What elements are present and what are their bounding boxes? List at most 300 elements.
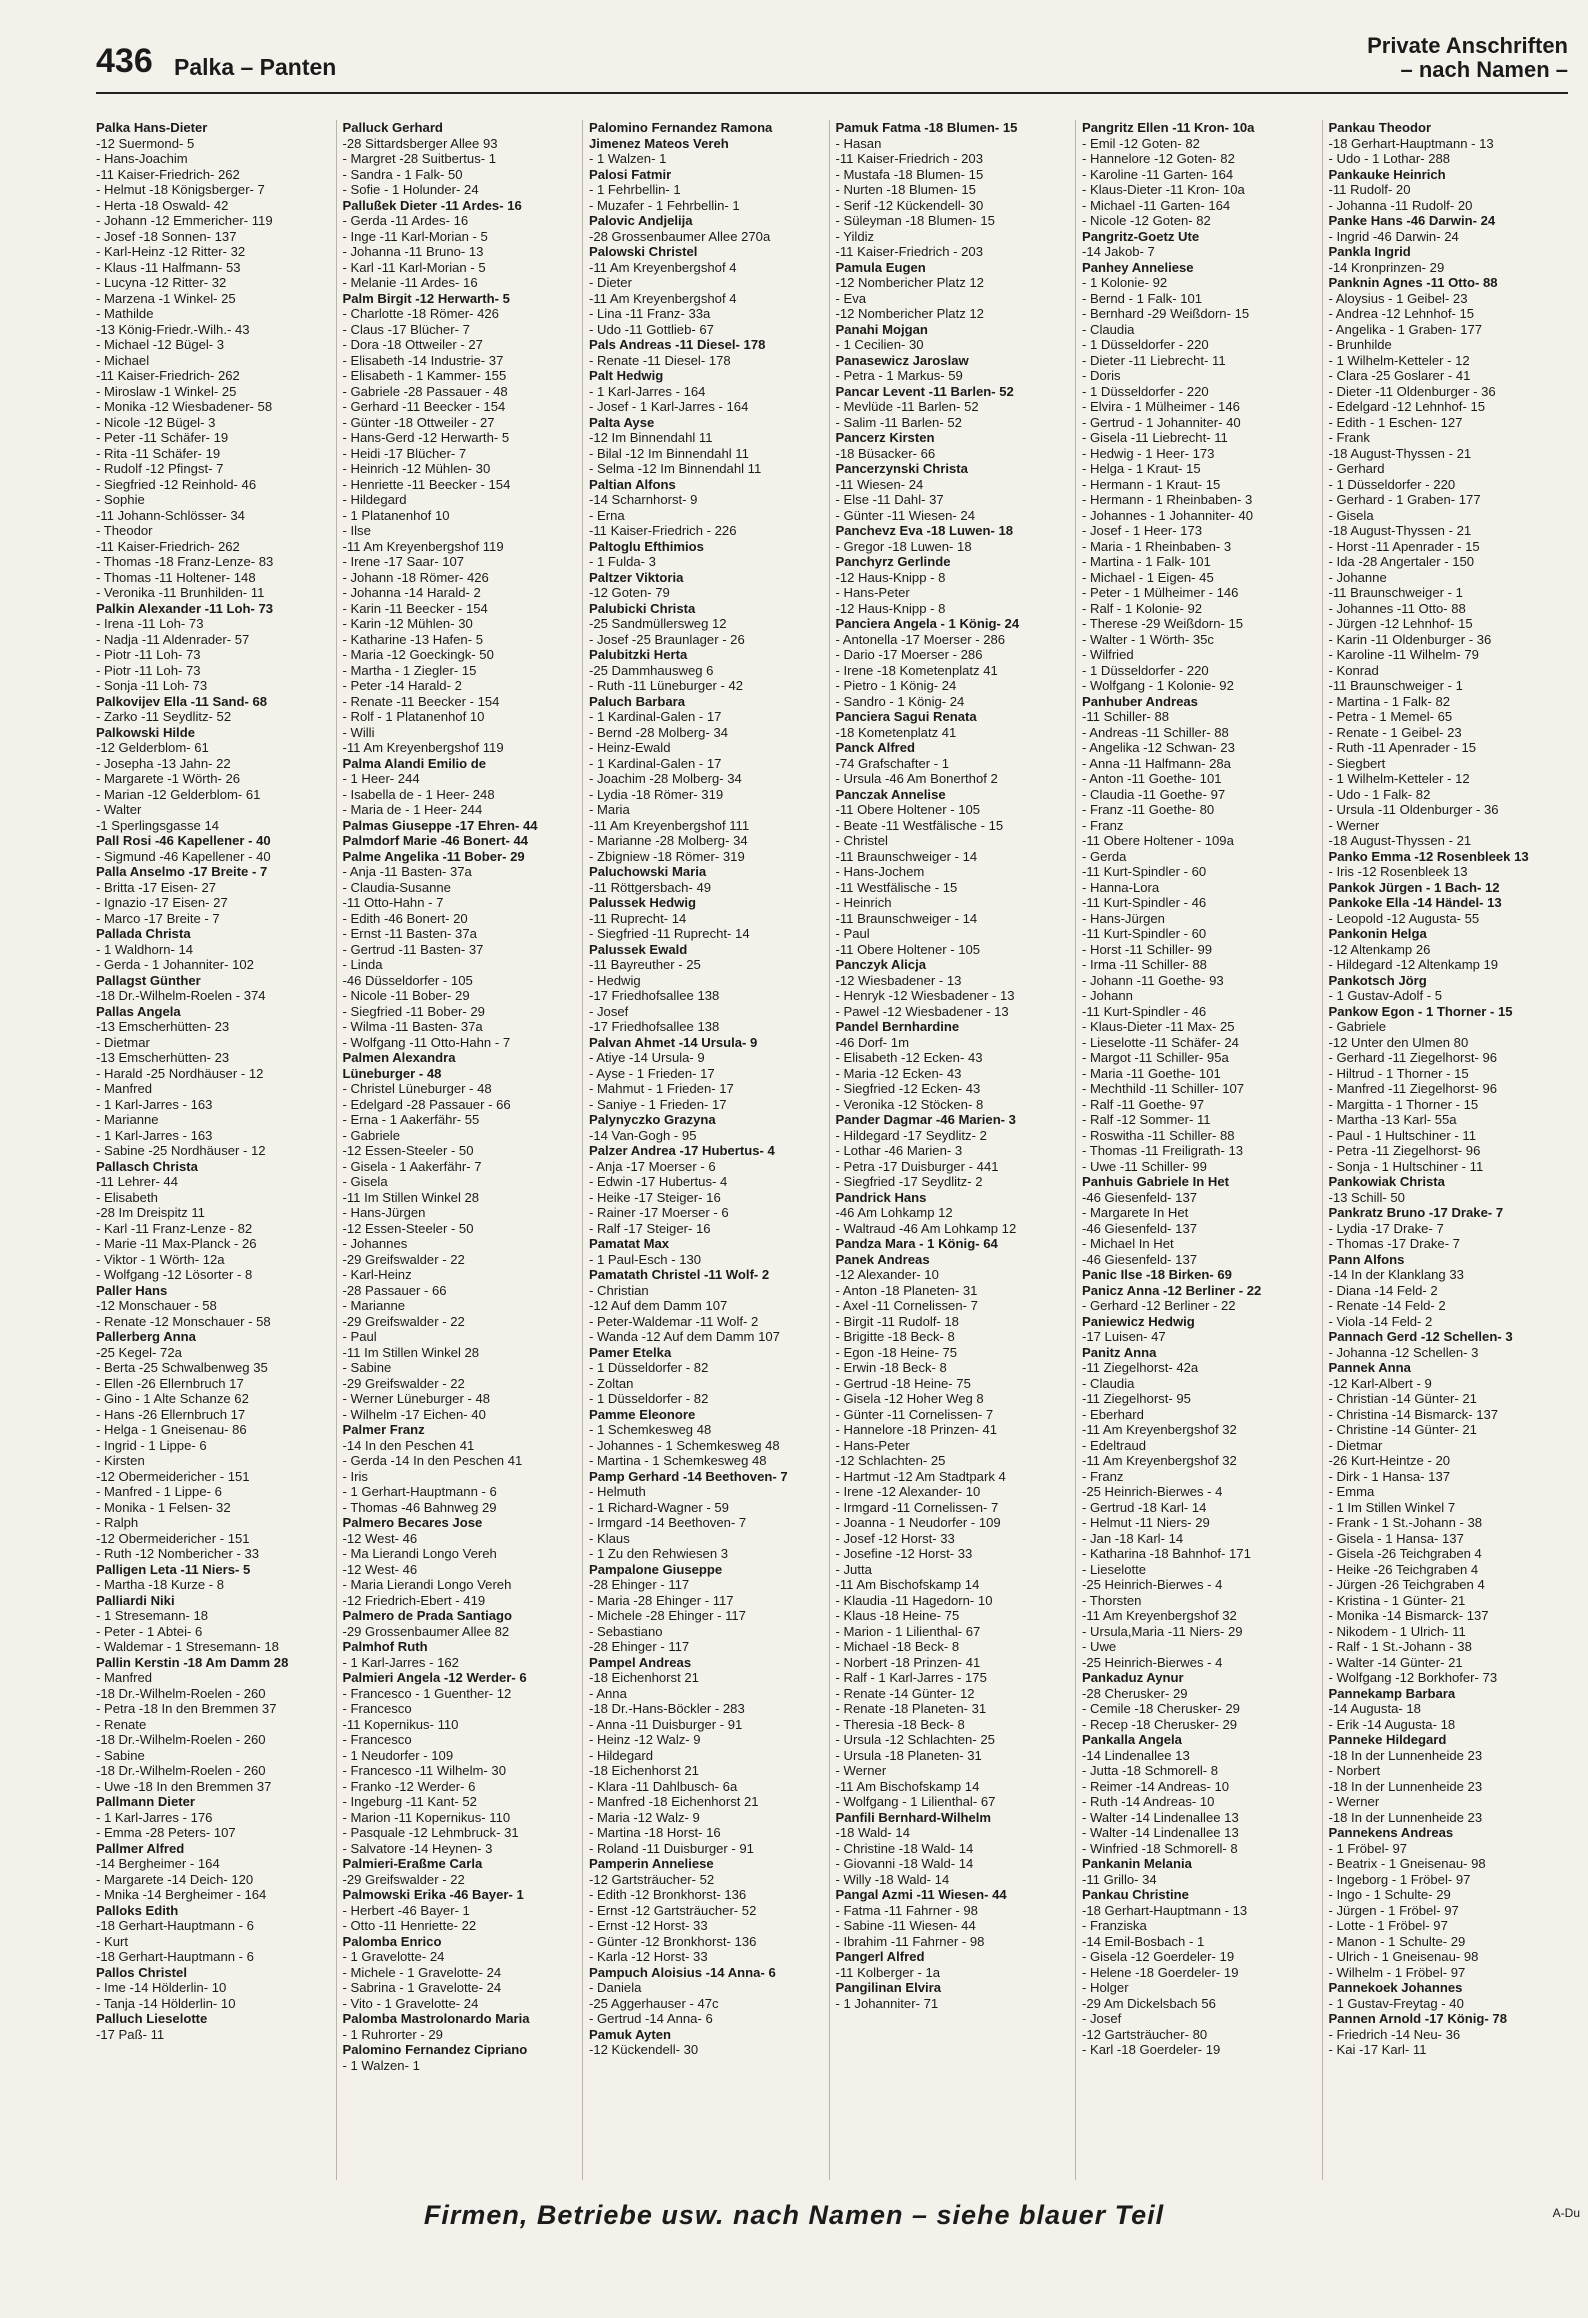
directory-entry: - Ernst -12 Gartsträucher- 52 [589, 1902, 757, 1918]
directory-entry: Palme Angelika -11 Bober- 29 [342, 848, 525, 864]
directory-entry: - Irmgard -14 Beethoven- 7 [589, 1515, 747, 1530]
directory-entry: - Hedwig - 1 Heer- 173 [1082, 445, 1215, 461]
directory-entry: - Josef -12 Horst- 33 [835, 1530, 955, 1546]
directory-entry: - Gerda [1082, 848, 1127, 864]
directory-entry: - Erik -14 Augusta- 18 [1328, 1716, 1456, 1732]
directory-entry: -11 Kaiser-Friedrich- 262 [96, 166, 240, 182]
directory-entry: Pannek Anna [1328, 1360, 1411, 1375]
directory-entry: - Werner [1328, 817, 1380, 833]
directory-entry: - Walter -14 Lindenallee 13 [1082, 1809, 1239, 1825]
directory-entry: - Wolfgang -12 Borkhofer- 73 [1328, 1670, 1498, 1685]
directory-entry: Palussek Hedwig [589, 895, 696, 910]
directory-entry: - Walter -14 Günter- 21 [1328, 1654, 1463, 1670]
directory-entry: - Jutta -18 Schmorell- 8 [1082, 1763, 1219, 1778]
directory-entry: - Zoltan [589, 1375, 634, 1391]
directory-entry: - Klaus-Dieter -11 Max- 25 [1082, 1019, 1235, 1034]
directory-entry: - Uwe [1082, 1639, 1117, 1654]
directory-entry: -14 Augusta- 18 [1328, 1701, 1421, 1716]
directory-entry: - Renate -11 Beecker - 154 [342, 693, 500, 709]
directory-entry: - Sebastiano [589, 1623, 663, 1639]
directory-entry: - Sabrina - 1 Gravelotte- 24 [342, 1980, 502, 1995]
directory-entry: - Hannelore -12 Goten- 82 [1082, 151, 1235, 166]
directory-entry: Panciera Angela - 1 König- 24 [835, 616, 1020, 631]
directory-entry: - Claudia [1082, 321, 1135, 337]
directory-entry: Pankoke Ella -14 Händel- 13 [1328, 895, 1502, 910]
directory-entry: - Maria Lierandi Longo Vereh [342, 1577, 512, 1592]
directory-entry: - Ralf - 1 Karl-Jarres - 175 [835, 1670, 987, 1685]
directory-entry: - Edeltraud [1082, 1437, 1147, 1453]
directory-entry: -18 In der Lunnenheide 23 [1328, 1778, 1483, 1794]
directory-entry: - Udo -11 Gottlieb- 67 [589, 321, 714, 337]
directory-entry: - Otto -11 Henriette- 22 [342, 1918, 477, 1933]
directory-entry: -46 Giesenfeld- 137 [1082, 1189, 1198, 1205]
directory-entry: -17 Friedhofsallee 138 [589, 988, 720, 1003]
directory-entry: - Piotr -11 Loh- 73 [96, 662, 201, 678]
directory-entry: -12 West- 46 [342, 1530, 418, 1546]
directory-entry: - Bernd - 1 Falk- 101 [1082, 290, 1203, 306]
directory-entry: - Ingeburg -11 Kant- 52 [342, 1794, 477, 1809]
directory-entry: - Jürgen - 1 Fröbel- 97 [1328, 1902, 1459, 1918]
directory-entry: - Karl-Heinz -12 Ritter- 32 [96, 244, 246, 259]
directory-entry: Lüneburger - 48 [342, 1065, 442, 1081]
directory-entry: - Pietro - 1 König- 24 [835, 678, 957, 693]
directory-entry: Pamperin Anneliese [589, 1856, 714, 1871]
directory-entry: Pankowiak Christa [1328, 1174, 1445, 1189]
directory-entry: - Veronika -12 Stöcken- 8 [835, 1096, 984, 1112]
directory-entry: - 1 Heer- 244 [342, 771, 420, 786]
directory-entry: - Gisela -26 Teichgraben 4 [1328, 1546, 1482, 1561]
directory-entry: - Emma [1328, 1484, 1375, 1499]
directory-entry: -46 Giesenfeld- 137 [1082, 1220, 1198, 1236]
directory-entry: - Ursula -46 Am Bonerthof 2 [835, 771, 998, 786]
directory-entry: - Dietmar [1328, 1437, 1383, 1453]
directory-entry: -11 Ziegelhorst- 42a [1082, 1360, 1199, 1375]
directory-entry: - Ernst -11 Basten- 37a [342, 926, 477, 941]
directory-entry: - Gerda - 1 Johanniter- 102 [96, 957, 254, 972]
directory-entry: - Thomas -46 Bahnweg 29 [342, 1499, 497, 1515]
directory-entry: Pamme Eleonore [589, 1406, 696, 1422]
directory-entry: - Mevlüde -11 Barlen- 52 [835, 399, 979, 414]
directory-entry: Palkovijev Ella -11 Sand- 68 [96, 693, 268, 709]
directory-entry: - Fatma -11 Fahrner - 98 [835, 1902, 978, 1918]
directory-entry: - Karin -11 Beecker - 154 [342, 600, 488, 616]
directory-entry: -11 Obere Holtener - 109a [1082, 833, 1234, 848]
directory-entry: -11 Obere Holtener - 105 [835, 941, 981, 957]
directory-entry: -11 Am Kreyenbergshof 119 [342, 740, 504, 755]
directory-entry: - Helmuth [589, 1484, 646, 1499]
directory-entry: -11 Obere Holtener - 105 [835, 802, 981, 817]
directory-entry: - Michele -28 Ehinger - 117 [589, 1608, 746, 1623]
directory-entry: -11 Kaiser-Friedrich - 203 [835, 151, 983, 166]
directory-entry: - Willi [342, 724, 375, 740]
directory-entry: - Konrad [1328, 662, 1379, 678]
directory-entry: -12 Kückendell- 30 [589, 2042, 699, 2057]
directory-entry: - Gino - 1 Alte Schanze 62 [96, 1391, 249, 1406]
directory-entry: - Edelgard -12 Lehnhof- 15 [1328, 399, 1486, 414]
directory-entry: - Manfred [96, 1081, 153, 1096]
directory-entry: -13 Emscherhütten- 23 [96, 1050, 230, 1065]
directory-entry: -11 Kopernikus- 110 [342, 1716, 459, 1732]
directory-entry: Paltzer Viktoria [589, 569, 684, 585]
directory-entry: - Günter -12 Bronkhorst- 136 [589, 1933, 757, 1949]
directory-entry: - Wilhelm -17 Eichen- 40 [342, 1406, 486, 1422]
directory-entry: - Johanna -11 Bruno- 13 [342, 244, 484, 259]
directory-entry: - Joanna - 1 Neudorfer - 109 [835, 1515, 1001, 1530]
directory-entry: - Maria -11 Goethe- 101 [1082, 1065, 1221, 1081]
directory-entry: -28 Grossenbaumer Allee 270a [589, 228, 771, 244]
directory-entry: - Helmut -18 Königsberger- 7 [96, 182, 265, 197]
directory-entry: - Ernst -12 Horst- 33 [589, 1918, 708, 1933]
directory-entry: Panke Hans -46 Darwin- 24 [1328, 213, 1496, 228]
directory-entry: - Wolfgang - 1 Kolonie- 92 [1082, 678, 1234, 693]
directory-entry: - Doris [1082, 368, 1121, 383]
directory-entry: Pankla Ingrid [1328, 244, 1411, 259]
directory-entry: - Uwe -11 Schiller- 99 [1082, 1158, 1207, 1174]
directory-entry: - Beatrix - 1 Gneisenau- 98 [1328, 1856, 1486, 1871]
directory-entry: Pankotsch Jörg [1328, 972, 1427, 988]
directory-entry: - Sophie [96, 492, 145, 507]
directory-entry: Palmas Giuseppe -17 Ehren- 44 [342, 817, 538, 833]
directory-entry: - Hans-Jürgen [342, 1205, 426, 1220]
directory-entry: -11 Am Kreyenbergshof 32 [1082, 1453, 1237, 1468]
directory-entry: Pallagst Günther [96, 972, 201, 988]
directory-entry: Pandza Mara - 1 König- 64 [835, 1236, 998, 1251]
directory-entry: - Rolf - 1 Platanenhof 10 [342, 709, 485, 724]
directory-entry: Pancerz Kirsten [835, 430, 935, 445]
directory-entry: Panneke Hildegard [1328, 1732, 1447, 1747]
directory-entry: Pankau Christine [1082, 1887, 1189, 1902]
directory-entry: Panko Emma -12 Rosenbleek 13 [1328, 848, 1529, 864]
directory-entry: - Franziska [1082, 1918, 1147, 1933]
directory-entry: Panczak Annelise [835, 786, 946, 802]
directory-entry: Pannekens Andreas [1328, 1825, 1454, 1840]
directory-entry: - Ralf - 1 Kolonie- 92 [1082, 600, 1203, 616]
directory-entry: - Dieter [589, 275, 632, 290]
directory-entry: - Elisabeth -14 Industrie- 37 [342, 352, 504, 368]
directory-entry: -11 Ruprecht- 14 [589, 910, 687, 926]
directory-entry: -25 Heinrich-Bierwes - 4 [1082, 1484, 1223, 1499]
directory-entry: - Mathilde [96, 306, 154, 321]
directory-entry: -18 Gerhart-Hauptmann - 13 [1082, 1902, 1248, 1918]
directory-entry: - Paul [835, 926, 870, 941]
directory-entry: Pamer Etelka [589, 1344, 672, 1360]
directory-entry: - Hermann - 1 Rheinbaben- 3 [1082, 492, 1253, 507]
directory-entry: - Lucyna -12 Ritter- 32 [96, 275, 227, 290]
directory-entry: - Erna - 1 Aakerfähr- 55 [342, 1112, 480, 1127]
directory-entry: - Claudia [1082, 1375, 1135, 1391]
directory-entry: - 1 Wilhelm-Ketteler - 12 [1328, 771, 1470, 786]
directory-entry: Panicz Anna -12 Berliner - 22 [1082, 1282, 1262, 1298]
directory-entry: - Horst -11 Schiller- 99 [1082, 941, 1213, 957]
directory-entry: -12 Altenkamp 26 [1328, 941, 1431, 957]
directory-entry: - Mustafa -18 Blumen- 15 [835, 166, 984, 182]
directory-entry: - Hildegard -17 Seydlitz- 2 [835, 1127, 987, 1143]
directory-entry: Palluck Gerhard [342, 120, 443, 135]
directory-entry: - Christine -18 Wald- 14 [835, 1840, 974, 1856]
directory-entry: - Michael - 1 Eigen- 45 [1082, 569, 1214, 585]
directory-entry: -11 Im Stillen Winkel 28 [342, 1189, 480, 1205]
directory-entry: - Birgit -11 Rudolf- 18 [835, 1313, 959, 1329]
directory-entry: -11 Schiller- 88 [1082, 709, 1170, 724]
directory-entry: Palla Anselmo -17 Breite - 7 [96, 864, 268, 879]
directory-entry: - Pasquale -12 Lehmbruck- 31 [342, 1825, 519, 1840]
directory-entry: - Manfred -11 Ziegelhorst- 96 [1328, 1081, 1498, 1096]
directory-entry: -11 Kaiser-Friedrich- 262 [96, 368, 240, 383]
directory-entry: - 1 Karl-Jarres - 163 [96, 1127, 213, 1143]
directory-entry: Panfili Bernhard-Wilhelm [835, 1809, 992, 1825]
directory-entry: - Christel [835, 833, 888, 848]
directory-entry: - Klaudia -11 Hagedorn- 10 [835, 1592, 993, 1608]
directory-entry: - Michael In Het [1082, 1236, 1174, 1251]
directory-entry: -29 Greifswalder - 22 [342, 1871, 465, 1887]
directory-entry: - Vito - 1 Gravelotte- 24 [342, 1995, 479, 2011]
directory-entry: -12 Obermeidericher - 151 [96, 1468, 250, 1484]
directory-entry: - Gertrud - 1 Johanniter- 40 [1082, 414, 1241, 430]
directory-entry: - 1 Ruhrorter - 29 [342, 2026, 443, 2042]
directory-entry: Palosi Fatmir [589, 166, 672, 182]
directory-entry: - 1 Stresemann- 18 [96, 1608, 209, 1623]
directory-entry: - Hiltrud - 1 Thorner - 15 [1328, 1065, 1469, 1081]
directory-entry: - Maria -12 Walz- 9 [589, 1809, 700, 1825]
directory-entry: Palmero de Prada Santiago [342, 1608, 513, 1623]
directory-entry: - Hans -26 Ellernbruch 17 [96, 1406, 246, 1422]
directory-entry: - Lothar -46 Marien- 3 [835, 1143, 963, 1158]
directory-entry: - Maria -12 Ecken- 43 [835, 1065, 962, 1081]
directory-entry: - Ilse [342, 523, 371, 538]
directory-entry: - Recep -18 Cherusker- 29 [1082, 1716, 1238, 1732]
directory-entry: - Ignazio -17 Eisen- 27 [96, 895, 228, 910]
directory-entry: - Melanie -11 Ardes- 16 [342, 275, 478, 290]
directory-entry: Paltian Alfons [589, 476, 676, 492]
directory-entry: - Wolfgang - 1 Lilienthal- 67 [835, 1794, 996, 1809]
directory-entry: - Bernd -28 Molberg- 34 [589, 724, 729, 740]
directory-entry: - Aloysius - 1 Geibel- 23 [1328, 290, 1468, 306]
directory-entry: - 1 Fröbel- 97 [1328, 1840, 1408, 1856]
directory-entry: - Hartmut -12 Am Stadtpark 4 [835, 1468, 1006, 1484]
directory-entry: -29 Greifswalder - 22 [342, 1375, 465, 1391]
directory-entry: Palluch Lieselotte [96, 2011, 208, 2026]
directory-entry: - Helmut -11 Niers- 29 [1082, 1515, 1210, 1530]
directory-entry: - Michele - 1 Gravelotte- 24 [342, 1964, 502, 1980]
directory-entry: Palomba Enrico [342, 1933, 442, 1949]
directory-entry: - Karoline -11 Wilhelm- 79 [1328, 647, 1479, 662]
directory-entry: -14 Lindenallee 13 [1082, 1747, 1190, 1763]
directory-entry: - Margarete In Het [1082, 1205, 1189, 1220]
directory-entry: - Jürgen -26 Teichgraben 4 [1328, 1577, 1485, 1592]
directory-entry: - Linda [342, 957, 383, 972]
directory-entry: - Günter -11 Wiesen- 24 [835, 507, 975, 523]
directory-entry: - Josef [589, 1003, 629, 1019]
directory-entry: -29 Grossenbaumer Allee 82 [342, 1623, 510, 1639]
directory-entry: - Johanna -12 Schellen- 3 [1328, 1344, 1479, 1360]
directory-entry: - Hildegard [342, 492, 407, 507]
directory-entry: - Mahmut - 1 Frieden- 17 [589, 1081, 734, 1096]
directory-entry: - Gregor -18 Luwen- 18 [835, 538, 972, 554]
directory-entry: - Margitta - 1 Thorner - 15 [1328, 1096, 1479, 1112]
directory-entry: -18 August-Thyssen - 21 [1328, 523, 1472, 538]
directory-entry: Pankau Theodor [1328, 120, 1432, 135]
directory-entry: -12 Haus-Knipp - 8 [835, 569, 946, 585]
directory-entry: - Iris -12 Rosenbleek 13 [1328, 864, 1468, 879]
directory-entry: - 1 Gustav-Adolf - 5 [1328, 988, 1443, 1003]
directory-entry: - Gabriele -28 Passauer - 48 [342, 383, 508, 399]
directory-entry: -14 In der Klanklang 33 [1328, 1267, 1464, 1282]
directory-entry: -11 Kurt-Spindler - 46 [1082, 895, 1207, 910]
directory-entry: -18 August-Thyssen - 21 [1328, 833, 1472, 848]
directory-entry: - Martha - 1 Ziegler- 15 [342, 662, 477, 678]
directory-entry: - Ursula,Maria -11 Niers- 29 [1082, 1623, 1243, 1639]
directory-entry: -28 Sittardsberger Allee 93 [342, 135, 498, 151]
directory-entry: - Peter-Waldemar -11 Wolf- 2 [589, 1313, 759, 1329]
directory-entry: - Johannes [342, 1236, 408, 1251]
directory-entry: - 1 Im Stillen Winkel 7 [1328, 1499, 1456, 1515]
directory-entry: - Lydia -17 Drake- 7 [1328, 1220, 1444, 1236]
directory-entry: - Johannes - 1 Schemkesweg 48 [589, 1437, 780, 1453]
directory-entry: - Sofie - 1 Holunder- 24 [342, 182, 479, 197]
directory-entry: -17 Luisen- 47 [1082, 1329, 1166, 1344]
directory-entry: - Erwin -18 Beck- 8 [835, 1360, 947, 1375]
directory-entry: - Maria -12 Goeckingk- 50 [342, 647, 494, 662]
directory-entry: - Klara -11 Dahlbusch- 6a [589, 1778, 738, 1794]
directory-entry: - Irmgard -11 Cornelissen- 7 [835, 1499, 999, 1515]
directory-entry: - Nadja -11 Aldenrader- 57 [96, 631, 250, 647]
directory-entry: - Inge -11 Karl-Morian - 5 [342, 228, 488, 244]
directory-entry: -18 Dr.-Hans-Böckler - 283 [589, 1701, 745, 1716]
directory-entry: - Renate [96, 1716, 147, 1732]
directory-entry: -12 Im Binnendahl 11 [589, 430, 713, 445]
directory-entry: Panhuber Andreas [1082, 693, 1198, 709]
directory-entry: - Ruth -14 Andreas- 10 [1082, 1794, 1215, 1809]
directory-entry: Pals Andreas -11 Diesel- 178 [589, 337, 766, 352]
directory-entry: Pankratz Bruno -17 Drake- 7 [1328, 1205, 1504, 1220]
directory-entry: - 1 Neudorfer - 109 [342, 1747, 454, 1763]
directory-entry: Pampel Andreas [589, 1654, 692, 1670]
directory-entry: - Manfred -18 Eichenhorst 21 [589, 1794, 759, 1809]
directory-entry: - Heidi -17 Blücher- 7 [342, 445, 467, 461]
directory-entry: - Erna [589, 507, 625, 523]
directory-entry: - Emil -12 Goten- 82 [1082, 135, 1200, 151]
directory-entry: - Anna -11 Duisburger - 91 [589, 1716, 743, 1732]
directory-column-4 [829, 120, 1076, 2180]
directory-entry: - Marzena -1 Winkel- 25 [96, 290, 236, 306]
directory-entry: - Hans-Jochem [835, 864, 925, 879]
directory-entry: - Manfred [96, 1670, 153, 1685]
directory-entry: Pannen Arnold -17 König- 78 [1328, 2011, 1507, 2026]
directory-entry: - Werner Lüneburger - 48 [342, 1391, 491, 1406]
directory-entry: - Hasan [835, 135, 882, 151]
directory-entry: - Nicole -11 Bober- 29 [342, 988, 470, 1003]
directory-entry: - Brigitte -18 Beck- 8 [835, 1329, 955, 1344]
directory-entry: - Sonja -11 Loh- 73 [96, 678, 208, 693]
directory-entry: -11 Am Kreyenbergshof 4 [589, 259, 737, 275]
directory-entry: - 1 Fulda- 3 [589, 554, 656, 569]
directory-entry: - Gerhard -12 Berliner - 22 [1082, 1298, 1236, 1313]
directory-entry: - Franz [1082, 1468, 1124, 1484]
directory-entry: - Hildegard [589, 1747, 654, 1763]
directory-entry: Palmero Becares Jose [342, 1515, 483, 1530]
directory-entry: -14 In den Peschen 41 [342, 1437, 475, 1453]
directory-entry: - Hans-Peter [835, 585, 910, 600]
directory-entry: - Martha -18 Kurze - 8 [96, 1577, 225, 1592]
directory-entry: - Manfred - 1 Lippe- 6 [96, 1484, 222, 1499]
directory-entry: - Gertrud -18 Heine- 75 [835, 1375, 971, 1391]
directory-entry: - Sonja - 1 Hultschiner - 11 [1328, 1158, 1484, 1174]
directory-entry: Pamula Eugen [835, 259, 926, 275]
directory-entry: -11 Wiesen- 24 [835, 476, 924, 492]
directory-entry: - Ralf -17 Steiger- 16 [589, 1220, 711, 1236]
directory-entry: - Karl-Heinz [342, 1267, 412, 1282]
directory-entry: -18 Gerhart-Hauptmann - 6 [96, 1949, 254, 1964]
directory-entry: - Edith -12 Bronkhorst- 136 [589, 1887, 747, 1902]
directory-entry: - Thomas -18 Franz-Lenze- 83 [96, 554, 274, 569]
directory-entry: - Johanna -11 Rudolf- 20 [1328, 197, 1473, 213]
directory-entry: - Josefine -12 Horst- 33 [835, 1546, 973, 1561]
directory-entry: - 1 Karl-Jarres - 162 [342, 1654, 459, 1670]
directory-entry: - Eva [835, 290, 867, 306]
directory-entry: - Hedwig [589, 972, 641, 988]
directory-entry: - 1 Waldhorn- 14 [96, 941, 194, 957]
directory-entry: - Werner [835, 1763, 887, 1778]
directory-entry: - Yildiz [835, 228, 875, 244]
directory-entry: - Kurt [96, 1933, 129, 1949]
directory-entry: - Petra -18 In den Bremmen 37 [96, 1701, 277, 1716]
directory-entry: - Johannes -11 Otto- 88 [1328, 600, 1466, 616]
directory-entry: - Josepha -13 Jahn- 22 [96, 755, 231, 771]
directory-entry: Pampuch Aloisius -14 Anna- 6 [589, 1964, 776, 1980]
directory-entry: - Heinrich -12 Mühlen- 30 [342, 461, 491, 476]
directory-entry: -17 Friedhofsallee 138 [589, 1019, 720, 1034]
directory-entry: Palovic Andjelija [589, 213, 693, 228]
directory-entry: - Lieselotte -11 Schäfer- 24 [1082, 1034, 1239, 1050]
directory-entry: - Ursula -18 Planeten- 31 [835, 1747, 982, 1763]
directory-entry: - Katharina -18 Bahnhof- 171 [1082, 1546, 1251, 1561]
directory-entry: - Petra -11 Ziegelhorst- 96 [1328, 1143, 1481, 1158]
directory-entry: -11 Kaiser-Friedrich - 226 [589, 523, 737, 538]
directory-entry: -13 Emscherhütten- 23 [96, 1019, 230, 1034]
directory-entry: - Miroslaw -1 Winkel- 25 [96, 383, 237, 399]
directory-entry: - Mnika -14 Bergheimer - 164 [96, 1887, 267, 1902]
directory-entry: - Udo - 1 Falk- 82 [1328, 786, 1431, 802]
directory-entry: - Ulrich - 1 Gneisenau- 98 [1328, 1949, 1479, 1964]
directory-entry: - Paul [342, 1329, 377, 1344]
directory-entry: Pamp Gerhard -14 Beethoven- 7 [589, 1468, 788, 1484]
directory-entry: -12 Gartsträucher- 52 [589, 1871, 715, 1887]
directory-entry: - 1 Düsseldorfer - 82 [589, 1360, 709, 1375]
directory-entry: -11 Otto-Hahn - 7 [342, 895, 444, 910]
directory-entry: - Peter - 1 Abtei- 6 [96, 1623, 203, 1639]
directory-entry: - Nicole -12 Goten- 82 [1082, 213, 1211, 228]
directory-entry: - Marion - 1 Lilienthal- 67 [835, 1623, 981, 1639]
directory-entry: -11 Am Kreyenbergshof 32 [1082, 1608, 1237, 1623]
directory-entry: - Wolfgang -12 Lösorter - 8 [96, 1267, 253, 1282]
directory-entry: - Angelika - 1 Graben- 177 [1328, 321, 1483, 337]
directory-entry: - Gerda -14 In den Peschen 41 [342, 1453, 523, 1468]
directory-entry: -11 Am Bischofskamp 14 [835, 1778, 980, 1794]
directory-entry: -18 Dr.-Wilhelm-Roelen - 260 [96, 1732, 266, 1747]
directory-entry: - Gisela [342, 1174, 388, 1189]
directory-entry: - Irene -18 Kometenplatz 41 [835, 662, 998, 678]
directory-entry: - Clara -25 Goslarer - 41 [1328, 368, 1471, 383]
directory-entry: - 1 Wilhelm-Ketteler - 12 [1328, 352, 1470, 368]
directory-entry: -29 Greifswalder - 22 [342, 1313, 465, 1329]
directory-entry: - Ida -28 Angertaler - 150 [1328, 554, 1475, 569]
footer-note: Firmen, Betriebe usw. nach Namen – siehe blauer Teil [423, 2200, 1165, 2230]
directory-entry: - Josef [1082, 2011, 1122, 2026]
directory-entry: - Francesco [342, 1701, 412, 1716]
directory-column-3 [582, 120, 829, 2180]
directory-entry: Paltoglu Efthimios [589, 538, 704, 554]
directory-entry: - Claudia -11 Goethe- 97 [1082, 786, 1226, 802]
